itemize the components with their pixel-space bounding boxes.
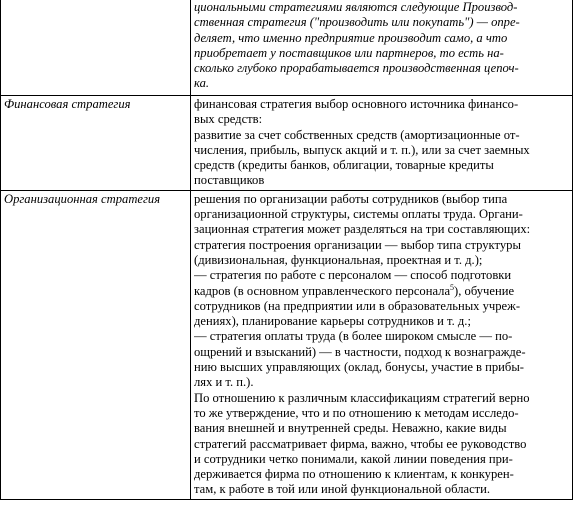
- text-line: финансовая стратегия выбор основного источника финансо-: [194, 97, 519, 111]
- row-description-cell: [191, 190, 573, 499]
- table-row: [1, 96, 573, 191]
- text-line: сотрудников (на предприятии или в образовательных учреж-: [194, 298, 521, 313]
- text-line: По отношению к различным классификациям стратегий верно: [194, 390, 530, 405]
- row-label-organizational-strategy: Организационная стратегия: [1, 190, 191, 499]
- text-line: нию высших управляющих (оклад, бонусы, участие в прибы-: [194, 360, 524, 375]
- text-line: там, к работе в той или иной функциональной области.: [194, 482, 491, 497]
- text-line: ка.: [194, 76, 210, 91]
- row-description-cell: [191, 96, 573, 191]
- text-line: — стратегия по работе с персоналом — способ подготовки: [194, 268, 512, 283]
- text-line: то же утверждение, что и по отношению к методам исследо-: [194, 405, 519, 420]
- text-line: стратегия построения организации — выбор типа структуры: [194, 237, 521, 252]
- text-line: вых средств:: [194, 112, 263, 127]
- text-line: держивается фирма по отношению к клиентам, к конкурен-: [194, 467, 514, 482]
- text-line: деляет, что именно предприятие производит само, а что: [194, 30, 508, 45]
- text-segment: ), обучение: [454, 283, 515, 298]
- text-line: зационная стратегия может разделяться на три составляющих:: [194, 222, 531, 237]
- text-line: стратегий рассматривает фирма, важно, чтобы ее руководство: [194, 436, 527, 451]
- footnote-mark: 5: [450, 283, 455, 292]
- text-line: организационной структуры, системы оплаты труда. Органи-: [194, 207, 523, 222]
- text-line: числения, прибыль, выпуск акций и т. п.), или за счет заемных: [194, 142, 530, 157]
- text-line: развитие за счет собственных средств (амортизационные от-: [194, 127, 520, 142]
- text-line: лях и т. п.).: [194, 375, 254, 390]
- text-line: ощрений и взысканий) — в частности, подход к вознагражде-: [194, 344, 526, 359]
- table-row: [1, 0, 573, 96]
- text-line: и сотрудники четко понимали, какой линии поведения при-: [194, 451, 513, 466]
- text-line: — стратегия оплаты труда (в более широком смысле — по-: [194, 329, 513, 344]
- text-line: дениях), планирование карьеры сотрудников и т. д.;: [194, 314, 471, 329]
- text-line: поставщиков: [194, 173, 265, 188]
- text-segment: кадров (в основном управленческого персонала: [194, 283, 451, 298]
- text-line: приобретает у поставщиков или партнеров, то есть на-: [194, 45, 504, 60]
- text-line: [194, 284, 570, 299]
- text-line: ственная стратегия ("производить или покупать") — опре-: [194, 15, 520, 30]
- text-line: средств (кредиты банков, облигации, товарные кредиты: [194, 158, 494, 173]
- text-line: циональными стратегиями являются следующие Производ-: [194, 0, 518, 14]
- row-description-cell: [191, 0, 573, 96]
- text-line: вания внешней и внутренней среды. Неважно, какие виды: [194, 421, 507, 436]
- row-label-financial-strategy: Финансовая стратегия: [1, 96, 191, 191]
- row-label-cell: [1, 0, 191, 96]
- text-line: сколько глубоко прорабатывается производственная цепоч-: [194, 61, 519, 76]
- text-line: решения по организации работы сотрудников (выбор типа: [194, 191, 508, 206]
- text-line: (дивизиональная, функциональная, проектная и т. д.);: [194, 252, 483, 267]
- table-row: [1, 190, 573, 499]
